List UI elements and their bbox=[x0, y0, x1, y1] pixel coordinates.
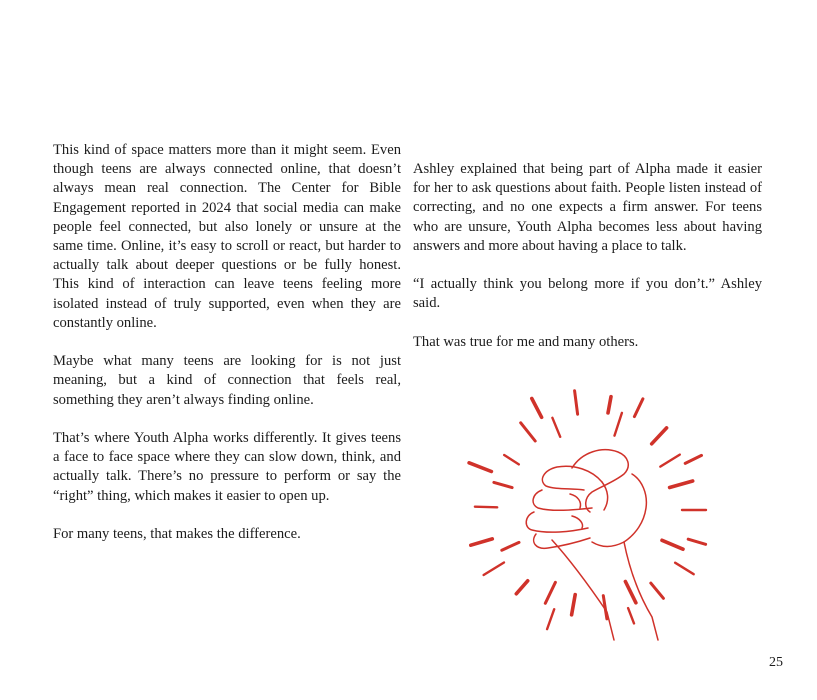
paragraph: That’s where Youth Alpha works differently. It gives teens a face to face space where they can slow down, think, and actually talk. There’s no pressure to perform or say the “right” thing, which makes it easier to open up. bbox=[53, 430, 401, 504]
burst-ray bbox=[552, 418, 560, 437]
burst-ray bbox=[572, 595, 576, 615]
burst-ray bbox=[615, 413, 622, 436]
burst-ray bbox=[471, 539, 493, 545]
burst-ray bbox=[532, 399, 542, 418]
right-column bbox=[413, 160, 762, 371]
burst-ray bbox=[469, 463, 491, 472]
burst-ray bbox=[575, 391, 578, 414]
fist-drawing bbox=[526, 450, 658, 640]
paragraph: Maybe what many teens are looking for is not just meaning, but a kind of connection that feels real, something they aren’t always finding online. bbox=[53, 353, 401, 408]
burst-ray bbox=[504, 455, 519, 464]
burst-ray bbox=[651, 583, 664, 598]
paragraph: Ashley explained that being part of Alpha made it easier for her to ask questions about faith. People listen instead of correcting, and no one expects a firm answer. For teens who are unsure, Youth Alpha becomes less about having answers and more about having a place to talk. bbox=[413, 161, 762, 254]
burst-ray bbox=[688, 539, 705, 544]
burst-ray bbox=[608, 397, 611, 413]
burst-ray bbox=[652, 428, 667, 444]
burst-ray bbox=[502, 542, 519, 550]
burst-ray bbox=[660, 455, 680, 467]
burst-ray bbox=[628, 608, 634, 623]
left-column bbox=[53, 141, 401, 563]
paragraph: That was true for me and many others. bbox=[413, 333, 639, 350]
burst-ray bbox=[475, 507, 497, 508]
burst-ray bbox=[670, 481, 693, 488]
burst-ray bbox=[545, 582, 555, 603]
burst-ray bbox=[634, 399, 643, 417]
burst-ray bbox=[547, 609, 554, 629]
burst-ray bbox=[685, 455, 701, 463]
paragraph: For many teens, that makes the difference. bbox=[53, 526, 301, 543]
burst-ray bbox=[494, 482, 512, 487]
paragraph: “I actually think you belong more if you don’t.” Ashley said. bbox=[413, 276, 762, 312]
burst-ray bbox=[625, 582, 636, 603]
burst-ray bbox=[662, 540, 683, 549]
burst-ray bbox=[516, 581, 527, 594]
page-number: 25 bbox=[769, 655, 783, 670]
paragraph: This kind of space matters more than it might seem. Even though teens are always connected online, that doesn’t always mean real connection. The Center for Bible Engagement reported in 2024 that social media can make people feel connected, but also lonely or unsure at the same time. Online, it’s easy to scroll or react, but harder to actually talk about deeper questions or be fully honest. This kind of interaction can leave teens feeling more isolated instead of truly supported, even when they are constantly online. bbox=[53, 142, 401, 331]
burst-ray bbox=[484, 563, 504, 576]
burst-ray bbox=[675, 563, 694, 575]
raised-fist-icon bbox=[452, 382, 728, 642]
burst-ray bbox=[521, 423, 536, 441]
